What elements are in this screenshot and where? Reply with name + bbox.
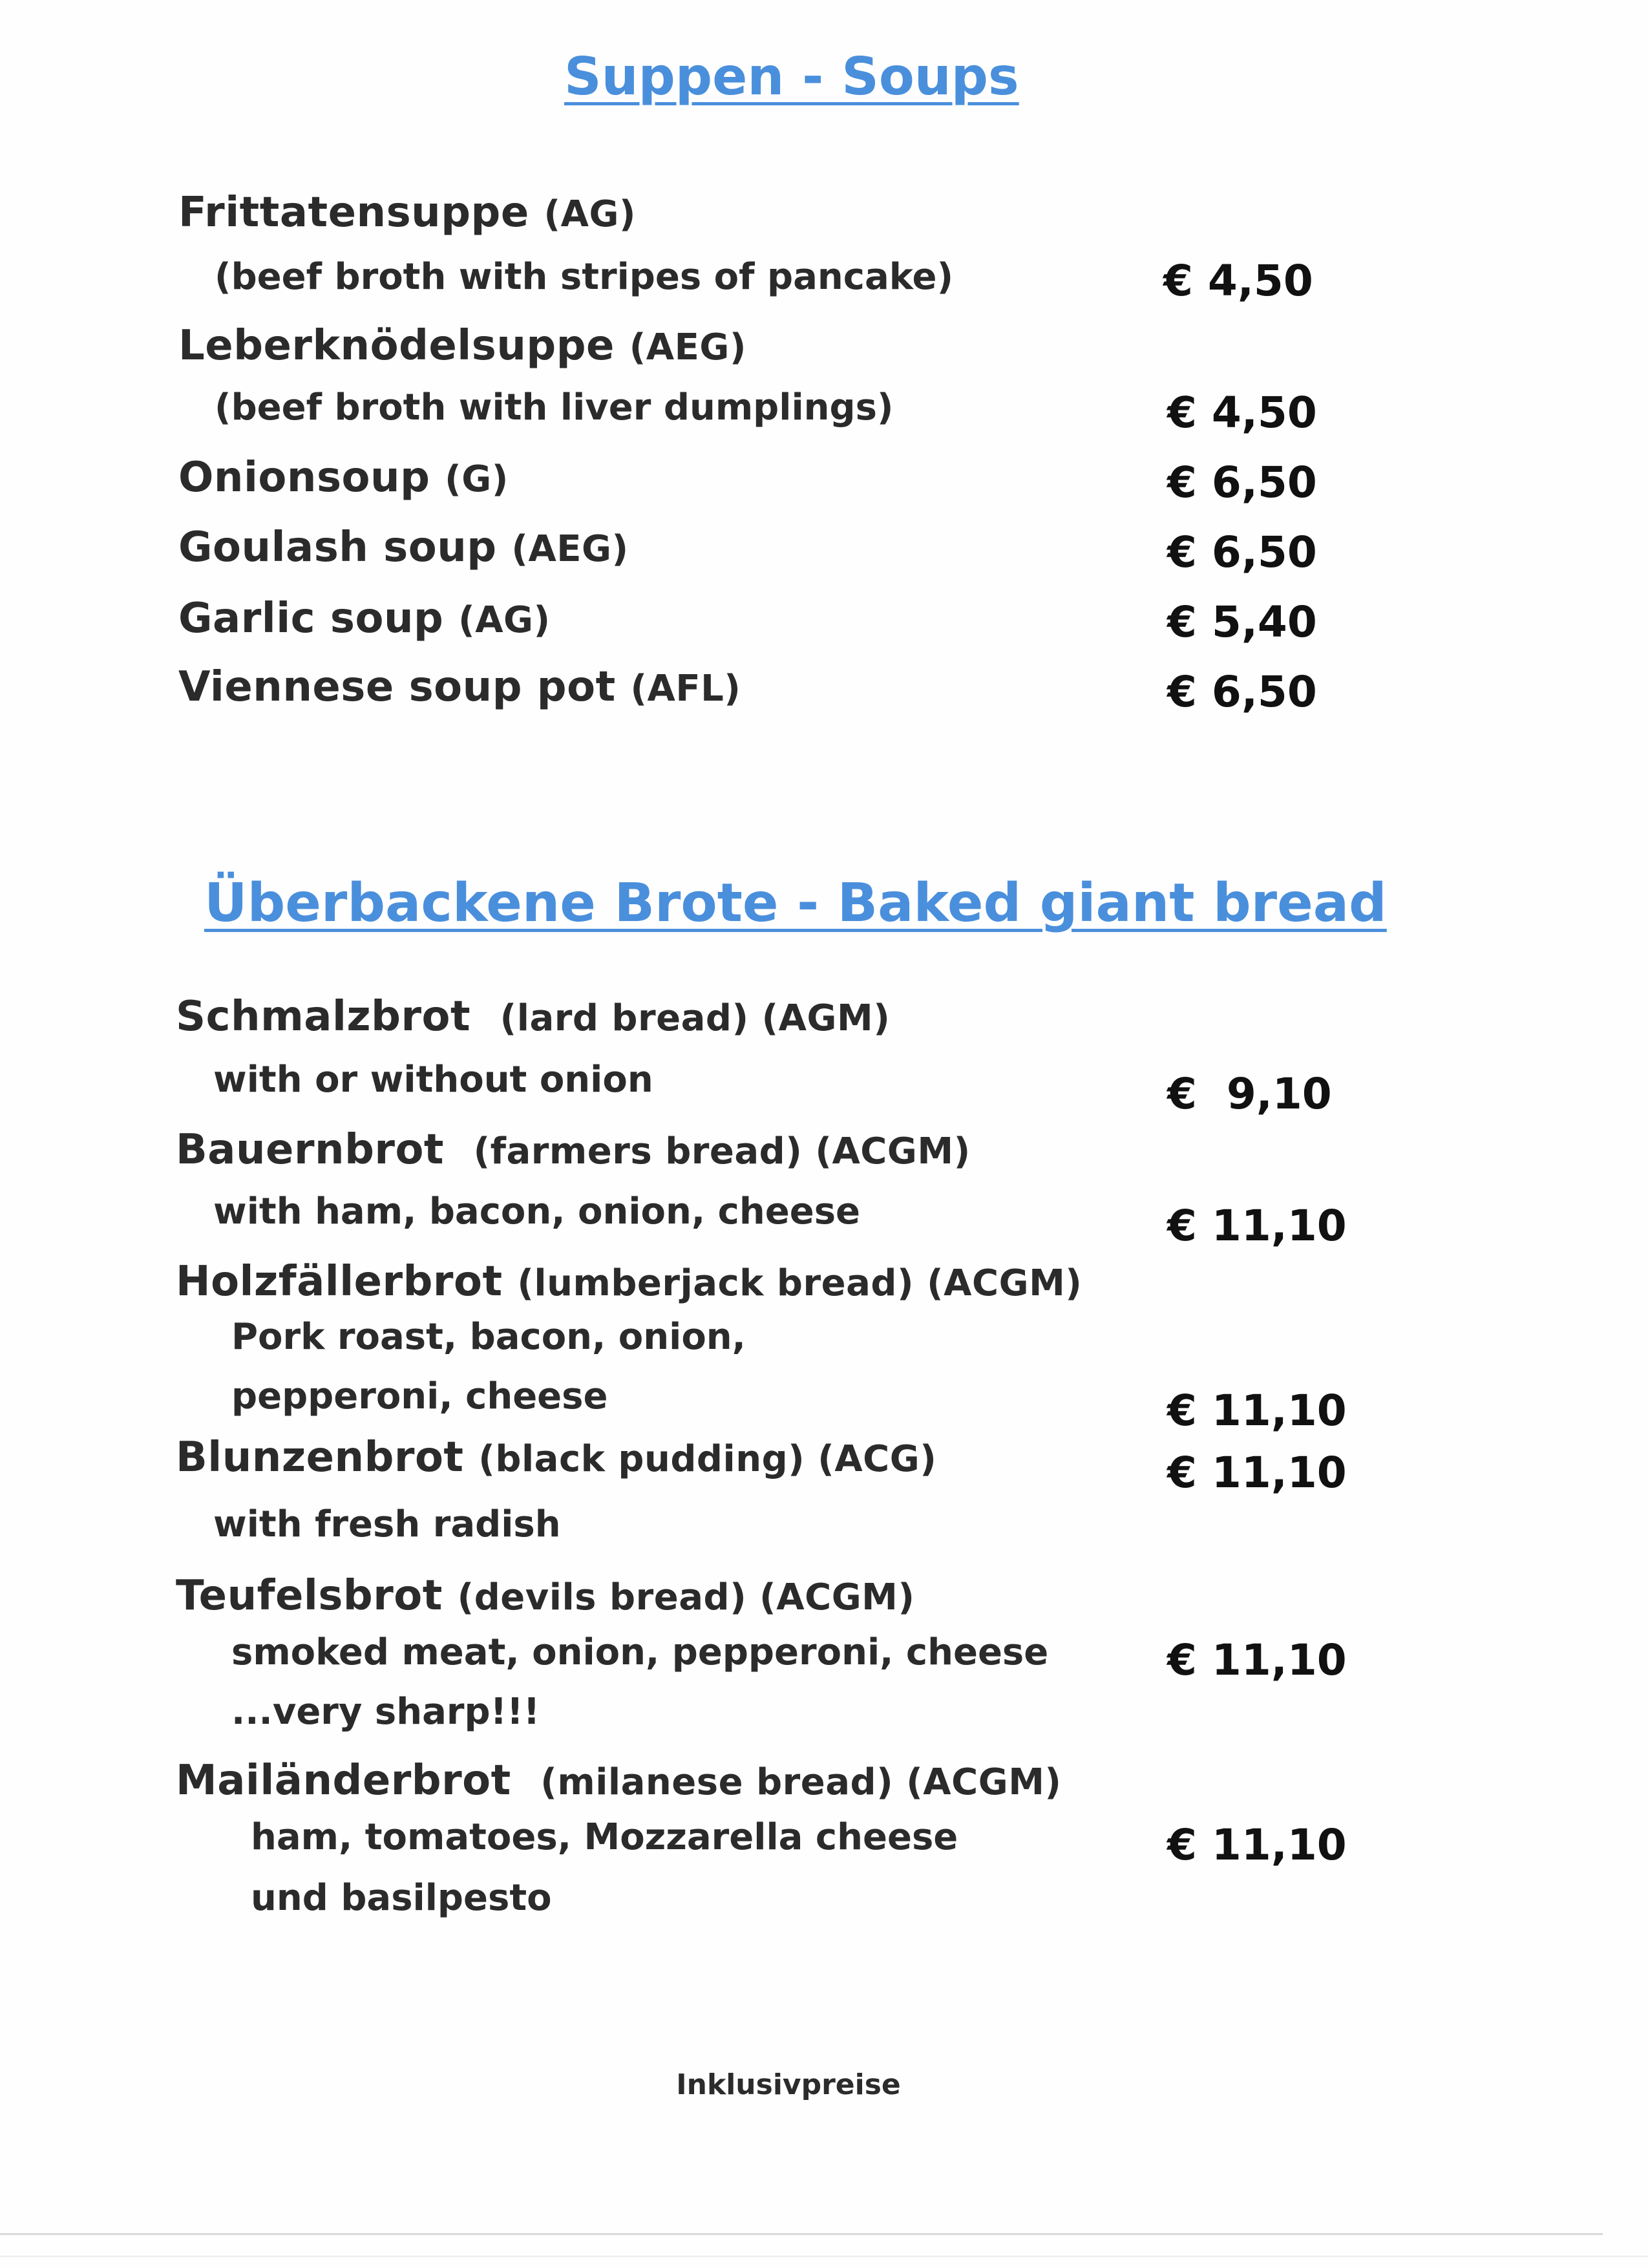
menu-item-description: smoked meat, onion, pepperoni, cheese xyxy=(231,1631,1049,1673)
menu-item-price: € 11,10 xyxy=(1167,1386,1347,1436)
menu-item-price: € 11,10 xyxy=(1167,1448,1347,1498)
section-title-soups: Suppen - Soups xyxy=(564,47,1019,107)
menu-item-name: Goulash soup (AEG) xyxy=(178,524,629,571)
menu-item-name: Blunzenbrot (black pudding) (ACG) xyxy=(176,1434,937,1481)
menu-item-name: Holzfällerbrot (lumberjack bread) (ACGM) xyxy=(176,1258,1083,1306)
menu-item-price: € 11,10 xyxy=(1167,1201,1347,1251)
menu-item-name: Onionsoup (G) xyxy=(178,454,509,502)
menu-item-price: € 6,50 xyxy=(1167,527,1317,577)
menu-item-name: Viennese soup pot (AFL) xyxy=(178,663,741,711)
menu-item-description: with fresh radish xyxy=(213,1503,561,1545)
menu-item-name: Garlic soup (AG) xyxy=(178,595,551,642)
menu-item-name: Bauernbrot (farmers bread) (ACGM) xyxy=(176,1126,971,1174)
menu-item-description: with or without onion xyxy=(213,1059,653,1101)
menu-item-description: und basilpesto xyxy=(251,1877,552,1919)
menu-item-description: pepperoni, cheese xyxy=(231,1375,608,1417)
menu-item-price: € 4,50 xyxy=(1163,256,1313,306)
menu-item-description: with ham, bacon, onion, cheese xyxy=(213,1191,860,1233)
menu-item-name: Mailänderbrot (milanese bread) (ACGM) xyxy=(176,1757,1062,1805)
menu-item-price: € 4,50 xyxy=(1167,388,1317,438)
menu-item-description: (beef broth with liver dumplings) xyxy=(215,387,894,429)
menu-item-description: ham, tomatoes, Mozzarella cheese xyxy=(251,1816,958,1858)
section-title-baked-bread: Überbackene Brote - Baked giant bread xyxy=(204,873,1387,934)
scan-edge-line xyxy=(0,2256,1648,2257)
menu-item-price: € 5,40 xyxy=(1167,597,1317,647)
menu-item-description: (beef broth with stripes of pancake) xyxy=(215,256,954,298)
menu-item-description: Pork roast, bacon, onion, xyxy=(231,1316,746,1358)
menu-item-description: ...very sharp!!! xyxy=(231,1691,540,1733)
scan-edge-line xyxy=(0,2233,1603,2235)
menu-item-price: € 6,50 xyxy=(1167,458,1317,507)
menu-item-price: € 11,10 xyxy=(1167,1635,1347,1685)
footer-note: Inklusivpreise xyxy=(676,2068,901,2101)
menu-item-name: Schmalzbrot (lard bread) (AGM) xyxy=(176,993,891,1041)
menu-item-name: Teufelsbrot (devils bread) (ACGM) xyxy=(176,1572,915,1620)
menu-item-name: Leberknödelsuppe (AEG) xyxy=(178,322,746,370)
menu-item-price: € 9,10 xyxy=(1167,1069,1332,1119)
menu-item-name: Frittatensuppe (AG) xyxy=(178,189,637,237)
menu-item-price: € 11,10 xyxy=(1167,1820,1347,1870)
menu-item-price: € 6,50 xyxy=(1167,667,1317,717)
